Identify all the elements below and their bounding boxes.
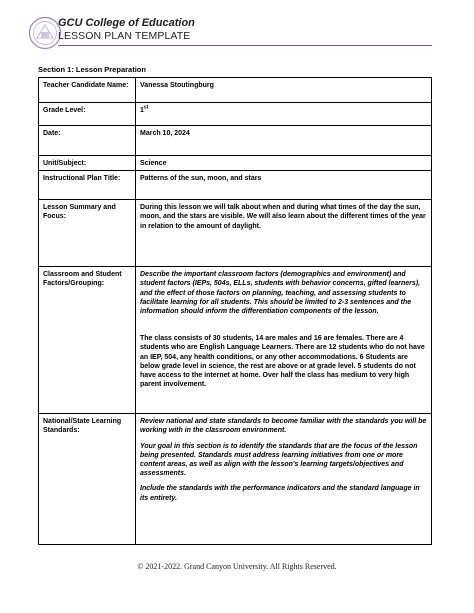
grade-value: [136, 103, 432, 126]
instructional-value: Patterns of the sun, moon, and stars: [136, 171, 432, 200]
table-row: [39, 78, 432, 103]
factors-value: [136, 267, 432, 414]
template-title: LESSON PLAN TEMPLATE: [58, 30, 191, 42]
table-row: [39, 267, 432, 414]
date-label: Date:: [39, 126, 136, 156]
summary-value: During this lesson we will talk about when and during what times of the day the sun, moon, and the stars are visible. We will also learn about the different times of the year in relation to the amount of daylight.: [136, 200, 432, 267]
lesson-plan-table: [38, 77, 432, 545]
table-row: [39, 200, 432, 267]
instructional-label: Instructional Plan Title:: [39, 171, 136, 200]
standards-para-2: Your goal in this section is to identify the standards that are the focus of the lesson being presented. Standards must address learning initiatives from one or more content areas, as well as align with the lesson's learning targets/objectives and assessments.: [140, 442, 418, 478]
factors-response: The class consists of 30 students, 14 are males and 16 are females. There are 4 students who are English Language Learners. There are 12 students who do not have an IEP, 504, any health conditions, or any other accommodations. 6 Students are below grade level in science, the rest are above or at grade level. 5 students do not have access to the internet at home. Over half the class has medium to very high parent involvement.: [140, 335, 425, 389]
table-row: [39, 103, 432, 126]
factors-instructions: Describe the important classroom factors (demographics and environment) and student factors (IEPs, 504s, ELLs, students with behavior concerns, gifted learners), and the effect of those factors on planning, teaching, and assessing students to facilitate learning for all students. This should be limited to 2-3 sentences and the information should inform the differentiation components of the lesson.: [140, 271, 421, 316]
summary-label: Lesson Summary and Focus:: [39, 200, 136, 267]
grade-suffix: st: [143, 104, 149, 111]
date-value: March 10, 2024: [136, 126, 432, 156]
table-row: [39, 126, 432, 156]
factors-label: Classroom and Student Factors/Grouping:: [39, 267, 136, 414]
standards-value: [136, 414, 432, 545]
table-row: [39, 171, 432, 200]
teacher-label: Teacher Candidate Name:: [39, 78, 136, 103]
standards-para-1: Review national and state standards to become familiar with the standards you will be working with in the classroom environment.: [140, 418, 427, 435]
table-row: [39, 414, 432, 545]
standards-label: National/State Learning Standards:: [39, 414, 136, 545]
section-heading: Section 1: Lesson Preparation: [38, 65, 146, 74]
grade-number: 1: [140, 107, 144, 114]
header-divider: [58, 45, 432, 46]
teacher-value: Vanessa Stoutingburg: [136, 78, 432, 103]
college-name: GCU College of Education: [58, 17, 195, 29]
table-row: [39, 156, 432, 171]
unit-value: Science: [136, 156, 432, 171]
university-seal-icon: [28, 16, 62, 50]
standards-para-3: Include the standards with the performance indicators and the standard language in its entirety.: [140, 485, 420, 502]
grade-label: Grade Level:: [39, 103, 136, 126]
unit-label: Unit/Subject:: [39, 156, 136, 171]
copyright-footer: © 2021-2022. Grand Canyon University. All Rights Reserved.: [137, 562, 337, 571]
